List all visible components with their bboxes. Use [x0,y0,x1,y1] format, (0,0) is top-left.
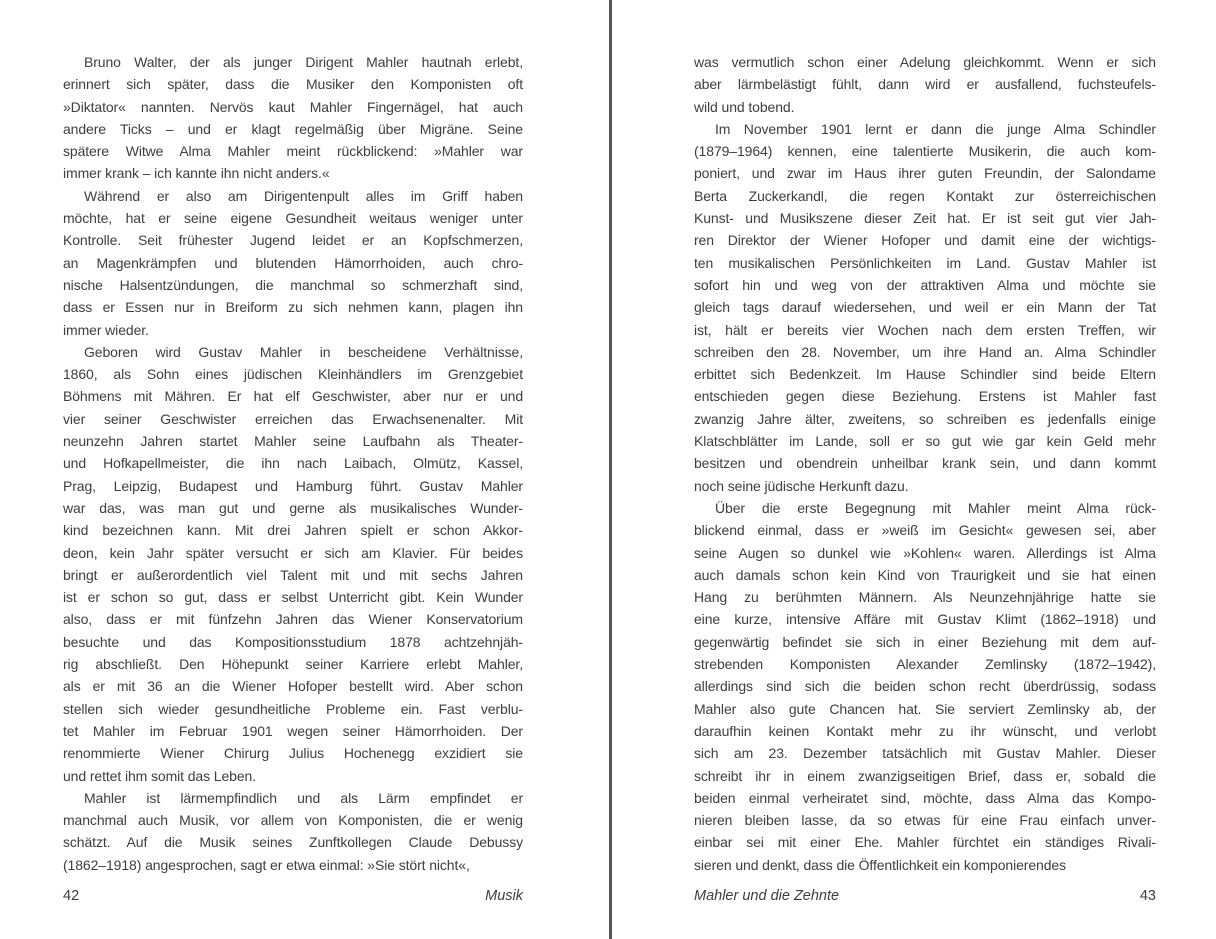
text-line: sich am 23. Dezember tatsächlich mit Gustav Mahler. Dieser [694,745,1156,762]
text-line: tet Mahler im Februar 1901 wegen seiner Hämorrhoiden. Der [63,722,523,739]
text-line: erbittet sich Bedenkzeit. Im Hause Schindler sind beide Eltern [694,366,1156,383]
text-line: immer wieder. [63,321,149,338]
text-line: eine kurze, intensive Affäre mit Gustav Klimt (1862–1918) und [694,611,1156,628]
page-number-right: 43 [1139,888,1156,904]
text-line: zwanzig Jahre älter, zweitens, so schreiben es jedenfalls einige [694,410,1156,427]
text-line: ist, hält er bereits vier Wochen nach dem ersten Treffen, wir [694,321,1156,338]
text-line: sieren und denkt, dass die Öffentlichkeit ein komponierendes [694,856,1066,873]
text-line: Während er also am Dirigentenpult alles im Griff haben [84,187,523,204]
text-line: besuchte und das Kompositionsstudium 1878 achtzehnjäh- [63,633,523,650]
text-line: möchte, hat er seine eigene Gesundheit weitaus weniger unter [63,210,523,227]
text-line: spätere Witwe Alma Mahler meint rückblickend: »Mahler war [63,143,523,160]
text-line: stellen sich wieder gesundheitliche Probleme ein. Fast verblu- [63,700,523,717]
text-line: gleich tags darauf wiedersehen, und weil er ein Mann der Tat [694,299,1156,316]
text-line: auch damals schon kein Kind von Traurigkeit und sie hat einen [694,566,1156,583]
running-title-right: Mahler und die Zehnte [694,888,840,904]
text-line: neunzehn Jahren startet Mahler seine Laufbahn als Theater- [63,433,523,450]
text-line: also, dass er mit fünfzehn Jahren das Wiener Konservatorium [63,611,523,628]
text-line: als er mit 36 an die Wiener Hofoper bestellt wird. Aber schon [63,678,523,695]
page-right-text [694,51,1156,876]
text-line: Hang zu berühmten Männern. Als Neunzehnjährige hatte sie [694,589,1156,606]
text-line: und Hofkapellmeister, die ihn nach Laibach, Olmütz, Kassel, [63,455,523,472]
running-title-left: Musik [485,888,523,904]
text-line: war das, was man gut und gerne als musikalisches Wunder- [63,499,523,516]
text-line: wild und tobend. [694,98,795,115]
text-line: 1860, als Sohn eines jüdischen Kleinhändlers im Grenzgebiet [63,366,523,383]
page-left [63,0,523,939]
page-right [694,0,1156,939]
text-line: vier seiner Geschwister erreichen das Erwachsenenalter. Mit [63,410,523,427]
text-line: Klatschblätter im Lande, soll er so gut wie gar kein Geld mehr [694,433,1156,450]
page-left-text [63,51,523,876]
text-line: seine Augen so dunkel wie »Kohlen« waren. Allerdings ist Alma [694,544,1156,561]
text-line: noch seine jüdische Herkunft dazu. [694,477,909,494]
text-line: ten musikalischen Persönlichkeiten im Land. Gustav Mahler ist [694,254,1156,271]
text-line: gegenwärtig befindet sie sich in einer Beziehung mit dem auf- [694,633,1156,650]
text-line: Mahler also gute Chancen hat. Sie serviert Zemlinsky ab, der [694,700,1156,717]
text-line: strebenden Komponisten Alexander Zemlinsky (1872–1942), [694,656,1156,673]
text-line: Mahler ist lärmempfindlich und als Lärm empfindet er [84,789,523,806]
page-right-footer [694,886,1156,906]
text-line: nische Halsentzündungen, die manchmal so schmerzhaft sind, [63,276,523,293]
text-line: blickend einmal, dass er »weiß im Gesicht« gewesen sei, aber [694,522,1156,539]
text-line: besitzen und obendrein unheilbar krank sein, und dann kommt [694,455,1156,472]
text-line: Bruno Walter, der als junger Dirigent Mahler hautnah erlebt, [84,54,523,70]
text-line: ren Direktor der Wiener Hofoper und damit eine der wichtigs- [694,232,1156,249]
text-line: Kontrolle. Seit frühester Jugend leidet er an Kopfschmerzen, [63,232,523,249]
text-line: aber lärmbelästigt fühlt, dann wird er ausfallend, fuchsteufels- [694,76,1156,93]
text-line: dass er Essen nur in Breiform zu sich nehmen kann, plagen ihn [63,299,523,316]
text-line: entschieden gegen diese Beziehung. Erstens ist Mahler fast [694,388,1156,405]
text-line: rig abschließt. Den Höhepunkt seiner Karriere erlebt Mahler, [63,656,523,673]
text-line: sofort hin und weg von der attraktiven Alma und möchte sie [694,276,1156,293]
text-line: daraufhin keinen Kontakt mehr zu ihr wünscht, und verlobt [694,722,1156,739]
text-line: was vermutlich schon einer Adelung gleichkommt. Wenn er sich [694,54,1156,70]
text-line: deon, kein Jahr später versucht er sich am Klavier. Für beides [63,544,523,561]
text-line: poniert, und zwar im Haus ihrer guten Freundin, der Salondame [694,165,1156,182]
text-line: Kunst- und Musikszene dieser Zeit hat. Er ist seit gut vier Jah- [694,210,1156,227]
text-line: schätzt. Auf die Musik seines Zunftkollegen Claude Debussy [63,834,523,851]
text-line: schreibt ihr in einem zwanzigseitigen Brief, dass er, sobald die [694,767,1156,784]
text-line: Prag, Leipzig, Budapest und Hamburg führt. Gustav Mahler [63,477,523,494]
text-line: (1862–1918) angesprochen, sagt er etwa einmal: »Sie stört nicht«, [63,856,470,873]
text-line: manchmal auch Musik, vor allem von Komponisten, die er wenig [63,812,523,829]
text-line: Berta Zuckerkandl, die regen Kontakt zur österreichischen [694,187,1156,204]
page-divider [609,0,612,939]
text-line: »Diktator« nannten. Nervös kaut Mahler Fingernägel, hat auch [63,98,523,115]
text-line: nieren bleiben lasse, da so etwas für eine Frau einfach unver- [694,812,1156,829]
text-line: andere Ticks – und er klagt regelmäßig über Migräne. Seine [63,120,523,137]
text-line: allerdings sind sich die beiden schon recht überdrüssig, sodass [694,678,1156,695]
page-number-left: 42 [63,888,80,904]
text-line: bringt er außerordentlich viel Talent mit und mit sechs Jahren [63,566,523,583]
text-line: Geboren wird Gustav Mahler in bescheidene Verhältnisse, [84,343,523,360]
text-line: schreiben den 28. November, um ihre Hand an. Alma Schindler [694,343,1156,360]
text-line: erinnert sich später, dass die Musiker den Komponisten oft [63,76,523,93]
text-line: an Magenkrämpfen und blutenden Hämorrhoiden, auch chro- [63,254,523,271]
text-line: Böhmens mit Mähren. Er hat elf Geschwister, aber nur er und [63,388,523,405]
text-line: (1879–1964) kennen, eine talentierte Musikerin, die auch kom- [694,143,1156,160]
text-line: einbar sei mit einer Ehe. Mahler fürchtet ein ständiges Rivali- [694,834,1156,851]
text-line: renommierte Wiener Chirurg Julius Hochenegg exzidiert sie [63,745,523,762]
text-line: immer krank – ich kannte ihn nicht anders.« [63,165,330,182]
text-line: und rettet ihm somit das Leben. [63,767,257,784]
page-left-footer [63,886,523,906]
text-line: kind bezeichnen kann. Mit drei Jahren spielt er schon Akkor- [63,522,523,539]
text-line: Im November 1901 lernt er dann die junge Alma Schindler [715,120,1156,137]
text-line: Über die erste Begegnung mit Mahler meint Alma rück- [715,499,1156,516]
text-line: beiden einmal verheiratet sind, möchte, dass Alma das Kompo- [694,789,1156,806]
text-line: ist er schon so gut, dass er selbst Unterricht gibt. Kein Wunder [63,589,523,606]
